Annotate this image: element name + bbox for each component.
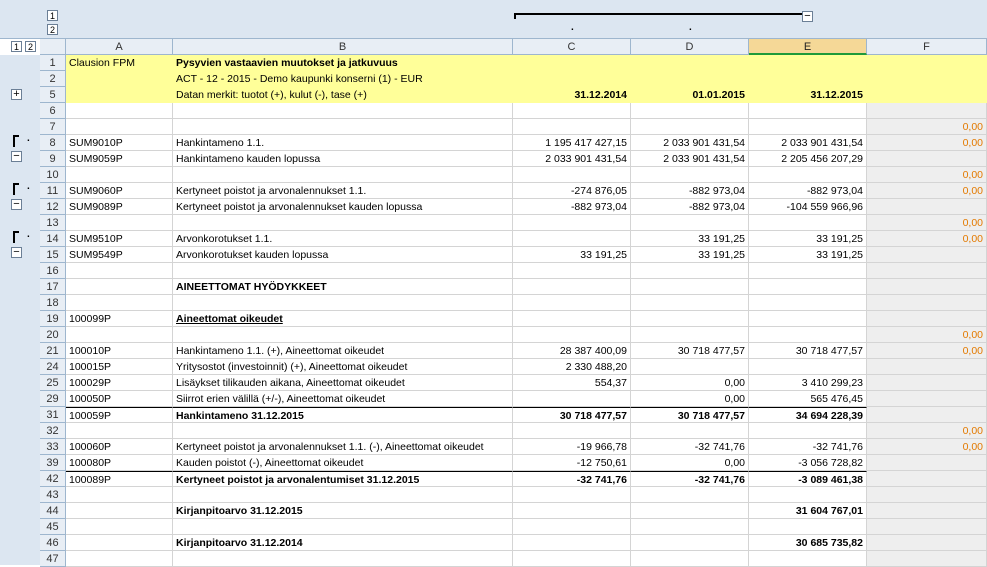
table-row <box>66 343 987 359</box>
cell-b[interactable]: Aineettomat oikeudet <box>173 311 513 327</box>
cell-d[interactable]: 0,00 <box>631 455 749 471</box>
cell-f[interactable] <box>867 391 987 407</box>
cell-f[interactable]: 0,00 <box>867 167 987 183</box>
table-row <box>66 135 987 151</box>
table-row <box>66 503 987 519</box>
cell-c[interactable] <box>513 423 631 439</box>
row-group-collapse-button-1[interactable]: − <box>11 151 22 162</box>
cell-d[interactable] <box>631 71 749 87</box>
cell-c[interactable] <box>513 295 631 311</box>
cell-f[interactable]: 0,00 <box>867 231 987 247</box>
row-header[interactable]: 39 <box>40 455 66 471</box>
row-header[interactable]: 9 <box>40 151 66 167</box>
cell-f[interactable] <box>867 103 987 119</box>
cell-e[interactable]: -3 089 461,38 <box>749 471 867 487</box>
row-group-dot-2: . <box>27 181 30 192</box>
table-row <box>66 167 987 183</box>
row-header[interactable]: 45 <box>40 519 66 535</box>
cell-c[interactable] <box>513 535 631 551</box>
cell-c[interactable]: 33 191,25 <box>513 247 631 263</box>
table-row <box>66 119 987 135</box>
cell-c[interactable] <box>513 167 631 183</box>
cell-a[interactable] <box>66 423 173 439</box>
cell-b[interactable]: Hankintameno 1.1. (+), Aineettomat oikeudet <box>173 343 513 359</box>
cell-e[interactable] <box>749 327 867 343</box>
cell-d[interactable]: 0,00 <box>631 375 749 391</box>
cell-a[interactable] <box>66 167 173 183</box>
cell-d[interactable] <box>631 535 749 551</box>
row-header[interactable]: 6 <box>40 103 66 119</box>
cell-f[interactable] <box>867 535 987 551</box>
cell-c[interactable]: -274 876,05 <box>513 183 631 199</box>
cell-a[interactable] <box>66 535 173 551</box>
cell-e[interactable] <box>749 311 867 327</box>
cell-e[interactable] <box>749 167 867 183</box>
row-group-expand-button[interactable]: + <box>11 89 22 100</box>
row-header[interactable]: 12 <box>40 199 66 215</box>
cell-e[interactable] <box>749 279 867 295</box>
cell-a[interactable]: 100059P <box>66 407 173 423</box>
cell-f[interactable]: 0,00 <box>867 135 987 151</box>
table-row <box>66 215 987 231</box>
cell-c[interactable] <box>513 71 631 87</box>
cell-a[interactable] <box>66 295 173 311</box>
cell-f[interactable]: 0,00 <box>867 439 987 455</box>
cell-f[interactable] <box>867 487 987 503</box>
table-row <box>66 103 987 119</box>
column-outline-bar <box>0 0 987 39</box>
cell-a[interactable] <box>66 279 173 295</box>
cell-f[interactable]: 0,00 <box>867 119 987 135</box>
cell-b[interactable]: Kertyneet poistot ja arvonalennukset 1.1. <box>173 183 513 199</box>
select-all-corner[interactable] <box>40 39 66 55</box>
cell-b[interactable]: Kertyneet poistot ja arvonalentumiset 31.12.2015 <box>173 471 513 487</box>
cell-f[interactable] <box>867 503 987 519</box>
cell-c[interactable] <box>513 119 631 135</box>
table-row <box>66 455 987 471</box>
table-row <box>66 183 987 199</box>
table-row <box>66 231 987 247</box>
row-header[interactable]: 21 <box>40 343 66 359</box>
column-group-collapse-button[interactable]: − <box>802 11 813 22</box>
cell-d[interactable] <box>631 487 749 503</box>
cell-d[interactable]: 30 718 477,57 <box>631 407 749 423</box>
table-row <box>66 311 987 327</box>
cell-f[interactable] <box>867 55 987 71</box>
row-group-dot-3: . <box>27 229 30 240</box>
cell-c[interactable]: 30 718 477,57 <box>513 407 631 423</box>
cell-d[interactable] <box>631 327 749 343</box>
column-header-f[interactable]: F <box>867 39 987 55</box>
cell-b[interactable] <box>173 215 513 231</box>
cell-c[interactable]: 31.12.2014 <box>513 87 631 103</box>
cell-e[interactable] <box>749 423 867 439</box>
row-group-collapse-button-3[interactable]: − <box>11 247 22 258</box>
row-group-bracket-1 <box>13 135 19 147</box>
row-header[interactable]: 46 <box>40 535 66 551</box>
row-header[interactable]: 15 <box>40 247 66 263</box>
cell-b[interactable]: Hankintameno kauden lopussa <box>173 151 513 167</box>
cell-b[interactable]: Hankintameno 1.1. <box>173 135 513 151</box>
cell-d[interactable]: 01.01.2015 <box>631 87 749 103</box>
row-header[interactable]: 24 <box>40 359 66 375</box>
column-header-d[interactable]: D <box>631 39 749 55</box>
table-row <box>66 279 987 295</box>
row-header[interactable]: 47 <box>40 551 66 567</box>
cell-d[interactable] <box>631 263 749 279</box>
table-row <box>66 87 987 103</box>
cell-f[interactable] <box>867 247 987 263</box>
cell-b[interactable] <box>173 487 513 503</box>
cell-e[interactable] <box>749 215 867 231</box>
row-header[interactable]: 25 <box>40 375 66 391</box>
cell-d[interactable]: -882 973,04 <box>631 199 749 215</box>
cell-c[interactable] <box>513 215 631 231</box>
cell-e[interactable] <box>749 295 867 311</box>
row-header[interactable]: 8 <box>40 135 66 151</box>
cell-d[interactable] <box>631 359 749 375</box>
cell-d[interactable] <box>631 55 749 71</box>
cell-b[interactable]: Arvonkorotukset 1.1. <box>173 231 513 247</box>
cell-d[interactable] <box>631 423 749 439</box>
row-header[interactable]: 43 <box>40 487 66 503</box>
row-group-bracket-3 <box>13 231 19 243</box>
cell-a[interactable]: 100099P <box>66 311 173 327</box>
table-row <box>66 423 987 439</box>
cell-a[interactable]: Clausion FPM <box>66 55 173 71</box>
cell-e[interactable]: 31.12.2015 <box>749 87 867 103</box>
cell-f[interactable] <box>867 295 987 311</box>
row-header[interactable]: 2 <box>40 71 66 87</box>
cell-c[interactable] <box>513 391 631 407</box>
cell-a[interactable]: 100015P <box>66 359 173 375</box>
cell-a[interactable] <box>66 487 173 503</box>
table-row <box>66 151 987 167</box>
cell-e[interactable] <box>749 263 867 279</box>
column-header-c[interactable]: C <box>513 39 631 55</box>
cell-d[interactable]: 2 033 901 431,54 <box>631 151 749 167</box>
cell-e[interactable] <box>749 359 867 375</box>
column-header-e[interactable]: E <box>749 39 867 55</box>
table-row <box>66 487 987 503</box>
cell-a[interactable] <box>66 103 173 119</box>
cell-b[interactable]: Lisäykset tilikauden aikana, Aineettomat oikeudet <box>173 375 513 391</box>
cell-a[interactable] <box>66 119 173 135</box>
cell-c[interactable]: 554,37 <box>513 375 631 391</box>
cell-b[interactable]: Pysyvien vastaavien muutokset ja jatkuvuus <box>173 55 513 71</box>
row-header[interactable]: 1 <box>40 55 66 71</box>
cell-a[interactable]: SUM9060P <box>66 183 173 199</box>
cell-d[interactable] <box>631 103 749 119</box>
cell-f[interactable] <box>867 519 987 535</box>
row-header[interactable]: 44 <box>40 503 66 519</box>
cell-b[interactable]: Arvonkorotukset kauden lopussa <box>173 247 513 263</box>
cell-b[interactable] <box>173 119 513 135</box>
cell-f[interactable] <box>867 375 987 391</box>
cell-c[interactable] <box>513 327 631 343</box>
cell-f[interactable]: 0,00 <box>867 183 987 199</box>
cell-b[interactable] <box>173 167 513 183</box>
cell-a[interactable]: 100089P <box>66 471 173 487</box>
row-header[interactable]: 17 <box>40 279 66 295</box>
cell-b[interactable] <box>173 263 513 279</box>
cell-c[interactable] <box>513 279 631 295</box>
column-group-bracket <box>514 13 804 19</box>
cell-a[interactable] <box>66 263 173 279</box>
cell-d[interactable] <box>631 295 749 311</box>
cell-f[interactable] <box>867 311 987 327</box>
cell-d[interactable]: 0,00 <box>631 391 749 407</box>
cell-d[interactable] <box>631 279 749 295</box>
cell-f[interactable]: 0,00 <box>867 327 987 343</box>
cell-c[interactable] <box>513 263 631 279</box>
cell-a[interactable]: SUM9089P <box>66 199 173 215</box>
cell-a[interactable]: 100010P <box>66 343 173 359</box>
cell-e[interactable] <box>749 119 867 135</box>
row-header[interactable]: 32 <box>40 423 66 439</box>
cell-e[interactable] <box>749 71 867 87</box>
cell-c[interactable]: 1 195 417 427,15 <box>513 135 631 151</box>
cell-d[interactable]: 30 718 477,57 <box>631 343 749 359</box>
cell-d[interactable]: -32 741,76 <box>631 439 749 455</box>
cell-e[interactable] <box>749 487 867 503</box>
table-row <box>66 407 987 423</box>
cell-b[interactable]: Kauden poistot (-), Aineettomat oikeudet <box>173 455 513 471</box>
cell-e[interactable]: -104 559 966,96 <box>749 199 867 215</box>
row-header[interactable]: 11 <box>40 183 66 199</box>
row-group-bracket-2 <box>13 183 19 195</box>
cell-e[interactable]: 2 205 456 207,29 <box>749 151 867 167</box>
table-row <box>66 359 987 375</box>
cell-b[interactable] <box>173 103 513 119</box>
cell-b[interactable]: Datan merkit: tuotot (+), kulut (-), tase (+) <box>173 87 513 103</box>
cell-c[interactable]: 28 387 400,09 <box>513 343 631 359</box>
cell-b[interactable]: Kirjanpitoarvo 31.12.2015 <box>173 503 513 519</box>
row-header[interactable]: 31 <box>40 407 66 423</box>
table-row <box>66 247 987 263</box>
row-group-dot-1: . <box>27 133 30 144</box>
cell-f[interactable] <box>867 471 987 487</box>
cell-f[interactable]: 0,00 <box>867 343 987 359</box>
cell-c[interactable] <box>513 231 631 247</box>
cell-b[interactable]: Yritysostot (investoinnit) (+), Aineettomat oikeudet <box>173 359 513 375</box>
cell-c[interactable]: -19 966,78 <box>513 439 631 455</box>
cell-d[interactable] <box>631 119 749 135</box>
cell-f[interactable] <box>867 455 987 471</box>
cell-b[interactable] <box>173 423 513 439</box>
cell-d[interactable]: -32 741,76 <box>631 471 749 487</box>
cell-e[interactable] <box>749 103 867 119</box>
cell-c[interactable]: 2 330 488,20 <box>513 359 631 375</box>
table-row <box>66 71 987 87</box>
cell-a[interactable] <box>66 87 173 103</box>
row-header[interactable]: 7 <box>40 119 66 135</box>
cell-e[interactable]: 30 718 477,57 <box>749 343 867 359</box>
cell-a[interactable] <box>66 503 173 519</box>
cell-f[interactable] <box>867 359 987 375</box>
row-header[interactable]: 13 <box>40 215 66 231</box>
row-level-1-button[interactable]: 1 <box>11 41 22 52</box>
cell-b[interactable] <box>173 327 513 343</box>
cell-a[interactable] <box>66 519 173 535</box>
cell-d[interactable]: 33 191,25 <box>631 247 749 263</box>
cell-e[interactable]: 30 685 735,82 <box>749 535 867 551</box>
cell-b[interactable] <box>173 519 513 535</box>
cell-e[interactable]: -3 056 728,82 <box>749 455 867 471</box>
cell-f[interactable] <box>867 71 987 87</box>
cell-e[interactable]: 565 476,45 <box>749 391 867 407</box>
cell-b[interactable]: Siirrot erien välillä (+/-), Aineettomat oikeudet <box>173 391 513 407</box>
table-row <box>66 199 987 215</box>
cell-d[interactable] <box>631 519 749 535</box>
row-header[interactable]: 10 <box>40 167 66 183</box>
row-group-collapse-button-2[interactable]: − <box>11 199 22 210</box>
cell-b[interactable]: ACT - 12 - 2015 - Demo kaupunki konserni (1) - EUR <box>173 71 513 87</box>
cell-e[interactable]: 31 604 767,01 <box>749 503 867 519</box>
row-header[interactable]: 5 <box>40 87 66 103</box>
cell-e[interactable]: 3 410 299,23 <box>749 375 867 391</box>
row-header[interactable]: 19 <box>40 311 66 327</box>
cell-d[interactable] <box>631 311 749 327</box>
cell-f[interactable]: 0,00 <box>867 215 987 231</box>
table-row <box>66 55 987 71</box>
table-row <box>66 519 987 535</box>
column-header-a[interactable]: A <box>66 39 173 55</box>
row-header[interactable]: 29 <box>40 391 66 407</box>
row-header[interactable]: 33 <box>40 439 66 455</box>
table-row <box>66 327 987 343</box>
table-row <box>66 263 987 279</box>
cell-a[interactable]: 100029P <box>66 375 173 391</box>
cell-a[interactable]: SUM9549P <box>66 247 173 263</box>
cell-e[interactable]: 2 033 901 431,54 <box>749 135 867 151</box>
cell-e[interactable] <box>749 55 867 71</box>
cell-c[interactable] <box>513 487 631 503</box>
cell-c[interactable]: -12 750,61 <box>513 455 631 471</box>
cell-e[interactable] <box>749 519 867 535</box>
column-group-dot-d: . <box>689 22 692 33</box>
cell-c[interactable]: 2 033 901 431,54 <box>513 151 631 167</box>
row-level-2-button[interactable]: 2 <box>25 41 36 52</box>
cell-a[interactable]: 100060P <box>66 439 173 455</box>
row-header[interactable]: 20 <box>40 327 66 343</box>
table-row <box>66 535 987 551</box>
cell-e[interactable]: 34 694 228,39 <box>749 407 867 423</box>
cell-c[interactable] <box>513 103 631 119</box>
cell-d[interactable] <box>631 167 749 183</box>
cell-d[interactable]: -882 973,04 <box>631 183 749 199</box>
cell-f[interactable] <box>867 407 987 423</box>
cell-f[interactable]: 0,00 <box>867 423 987 439</box>
cell-b[interactable] <box>173 295 513 311</box>
cell-a[interactable]: SUM9010P <box>66 135 173 151</box>
cell-c[interactable] <box>513 503 631 519</box>
cell-d[interactable] <box>631 503 749 519</box>
table-row <box>66 439 987 455</box>
cell-a[interactable] <box>66 327 173 343</box>
cell-d[interactable]: 33 191,25 <box>631 231 749 247</box>
cell-b[interactable]: Kertyneet poistot ja arvonalennukset 1.1. (-), Aineettomat oikeudet <box>173 439 513 455</box>
cell-a[interactable]: 100050P <box>66 391 173 407</box>
table-row <box>66 375 987 391</box>
cell-c[interactable]: -32 741,76 <box>513 471 631 487</box>
column-header-b[interactable]: B <box>173 39 513 55</box>
cell-c[interactable] <box>513 55 631 71</box>
row-header[interactable]: 18 <box>40 295 66 311</box>
cell-c[interactable] <box>513 311 631 327</box>
cell-c[interactable]: -882 973,04 <box>513 199 631 215</box>
cell-a[interactable]: SUM9059P <box>66 151 173 167</box>
cell-f[interactable] <box>867 199 987 215</box>
column-level-1-button[interactable]: 1 <box>47 10 58 21</box>
cell-b[interactable]: Kertyneet poistot ja arvonalennukset kauden lopussa <box>173 199 513 215</box>
cell-f[interactable] <box>867 279 987 295</box>
cell-d[interactable]: 2 033 901 431,54 <box>631 135 749 151</box>
cell-f[interactable] <box>867 263 987 279</box>
row-header[interactable]: 14 <box>40 231 66 247</box>
cell-b[interactable]: Kirjanpitoarvo 31.12.2014 <box>173 535 513 551</box>
cell-a[interactable]: 100080P <box>66 455 173 471</box>
cell-e[interactable]: -32 741,76 <box>749 439 867 455</box>
cell-b[interactable]: AINEETTOMAT HYÖDYKKEET <box>173 279 513 295</box>
table-row <box>66 295 987 311</box>
cell-f[interactable] <box>867 151 987 167</box>
cell-a[interactable] <box>66 71 173 87</box>
cell-e[interactable]: -882 973,04 <box>749 183 867 199</box>
cell-c[interactable] <box>513 519 631 535</box>
cell-e[interactable]: 33 191,25 <box>749 247 867 263</box>
row-header[interactable]: 42 <box>40 471 66 487</box>
cell-a[interactable]: SUM9510P <box>66 231 173 247</box>
cell-e[interactable]: 33 191,25 <box>749 231 867 247</box>
column-level-2-button[interactable]: 2 <box>47 24 58 35</box>
cell-a[interactable] <box>66 215 173 231</box>
table-row <box>66 471 987 487</box>
column-group-dot-c: . <box>571 22 574 33</box>
cell-d[interactable] <box>631 215 749 231</box>
table-row <box>66 391 987 407</box>
cell-f[interactable] <box>867 87 987 103</box>
cell-b[interactable]: Hankintameno 31.12.2015 <box>173 407 513 423</box>
row-header[interactable]: 16 <box>40 263 66 279</box>
